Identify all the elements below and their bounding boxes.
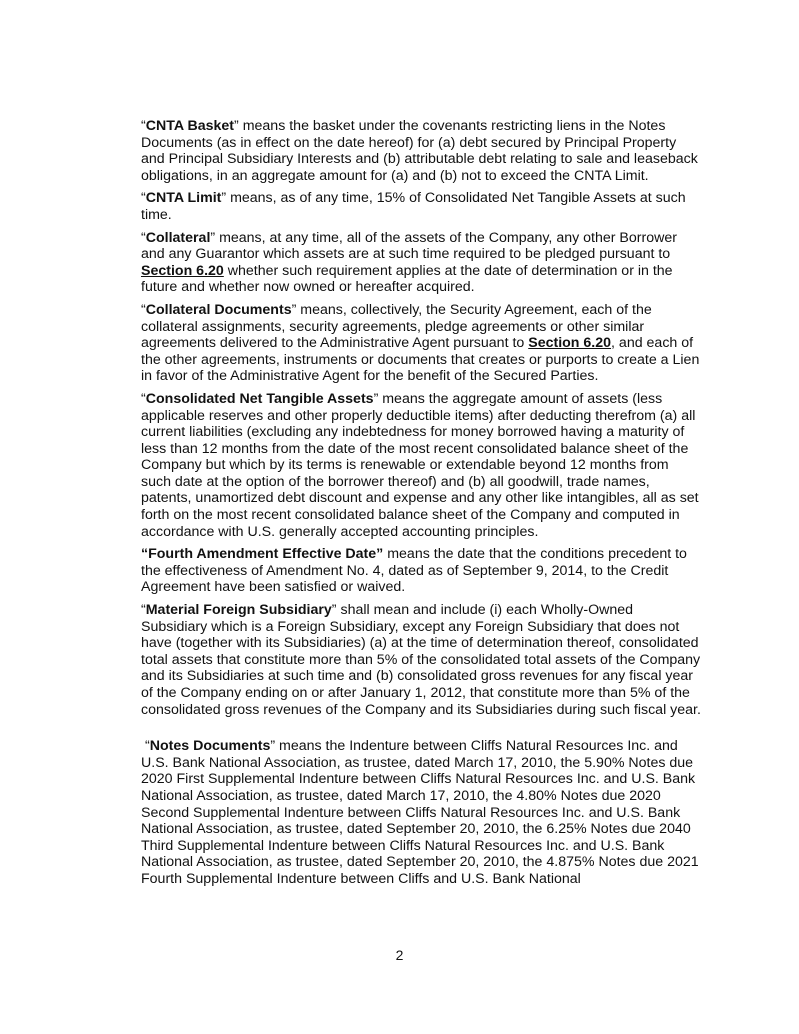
definition-cnta-limit <box>141 190 701 223</box>
defined-term: Collateral <box>145 229 211 246</box>
definition-text: means, as of any time, 15% of Consolidated Net Tangible Assets at such time. <box>141 190 686 223</box>
close-quote: ” <box>234 118 239 134</box>
close-quote: ” <box>221 190 227 207</box>
definition-text-cont: whether such requirement applies at the date of determination or in the future and whether now owned or hereafter acquired. <box>141 262 673 296</box>
open-quote: “ <box>145 738 150 755</box>
definition-notes-documents <box>141 738 701 887</box>
page-number: 2 <box>395 947 404 963</box>
open-quote: “ <box>141 190 146 207</box>
open-quote: “ <box>141 602 146 619</box>
close-quote: ” <box>373 390 379 407</box>
open-quote: “ <box>141 229 146 246</box>
close-quote: ” <box>270 738 276 755</box>
definition-text: shall mean and include (i) each Wholly-Owned Subsidiary which is a Foreign Subsidiary, except any Foreign Subsidiary that does not have (together with its Subsidiaries) (a) at the time of determination thereof, consolidated total assets that constitute more than 5% of the consolidated total assets of the Company and its Subsidiaries at such time and (b) consolidated gross revenues for any fiscal year of the Company ending on or after January 1, 2012, that constitute more than 5% of the consolidated gross revenues of the Company and its Subsidiaries during such fiscal year. <box>141 602 701 718</box>
open-quote: “ <box>141 301 146 318</box>
open-quote: “ <box>141 118 146 134</box>
definition-text: means the aggregate amount of assets (less applicable reserves and other properly deductible items) after deducting therefrom (a) all current liabilities (excluding any indebtedness for money borrowed having a maturity of less than 12 months from the date of the most recent consolidated balance sheet of the Company but which by its terms is renewable or extendable beyond 12 months from such date at the option of the borrower thereof) and (b) all goodwill, trade names, patents, unamortized debt discount and expense and any other like intangibles, all as set forth on the most recent consolidated balance sheet of the Company and computed in accordance with U.S. generally accepted accounting principles. <box>141 390 699 540</box>
defined-term: Collateral Documents <box>145 301 292 318</box>
definition-fourth-amendment-effective-date <box>141 546 701 596</box>
section-reference-link[interactable]: Section 6.20 <box>141 262 224 279</box>
definition-collateral-documents <box>141 302 701 385</box>
defined-term: CNTA Basket <box>145 118 235 134</box>
definition-collateral <box>141 230 701 296</box>
defined-term: “Fourth Amendment Effective Date” <box>141 546 384 563</box>
close-quote: ” <box>210 229 216 246</box>
definition-text: means the date that the conditions precedent to the effectiveness of Amendment No. 4, dated as of September 9, 2014, to the Credit Agreement have been satisfied or waived. <box>141 546 687 596</box>
definition-cnta-basket <box>141 118 701 184</box>
defined-term: Consolidated Net Tangible Assets <box>145 390 374 407</box>
defined-term: Material Foreign Subsidiary <box>145 602 332 619</box>
document-body <box>141 118 701 894</box>
definition-consolidated-net-tangible-assets <box>141 391 701 540</box>
section-reference-link[interactable]: Section 6.20 <box>528 335 612 352</box>
defined-term: CNTA Limit <box>145 190 222 207</box>
definition-material-foreign-subsidiary <box>141 602 701 718</box>
definition-text: means the Indenture between Cliffs Natural Resources Inc. and U.S. Bank National Association, as trustee, dated March 17, 2010, the 5.90% Notes due 2020 First Supplemental Indenture between Cliffs Natural Resources Inc. and U.S. Bank National Association, as trustee, dated March 17, 2010, the 4.80% Notes due 2020 Second Supplemental Indenture between Cliffs Natural Resources Inc. and U.S. Bank National Association, as trustee, dated September 20, 2010, the 6.25% Notes due 2040 Third Supplemental Indenture between Cliffs Natural Resources Inc. and U.S. Bank National Association, as trustee, dated September 20, 2010, the 4.875% Notes due 2021 Fourth Supplemental Indenture between Cliffs and U.S. Bank National <box>141 738 699 887</box>
close-quote: ” <box>331 602 337 619</box>
definition-text: means, at any time, all of the assets of the Company, any other Borrower and any Guarantor which assets are at such time required to be pledged pursuant to <box>141 229 677 263</box>
definition-text: means the basket under the covenants restricting liens in the Notes Documents (as in effect on the date hereof) for (a) debt secured by Principal Property and Principal Subsidiary Interests and (b) attributable debt relating to sale and leaseback obligations, in an aggregate amount for (a) and (b) not to exceed the CNTA Limit. <box>141 118 698 184</box>
open-quote: “ <box>141 390 146 407</box>
close-quote: ” <box>291 301 297 318</box>
definition-text-cont: , and each of the other agreements, instruments or documents that creates or purports to create a Lien in favor of the Administrative Agent for the benefit of the Secured Parties. <box>141 335 700 385</box>
definition-text: means, collectively, the Security Agreement, each of the collateral assignments, security agreements, pledge agreements or other similar agreements delivered to the Administrative Agent pursuant to <box>141 301 652 352</box>
defined-term: Notes Documents <box>149 738 271 755</box>
